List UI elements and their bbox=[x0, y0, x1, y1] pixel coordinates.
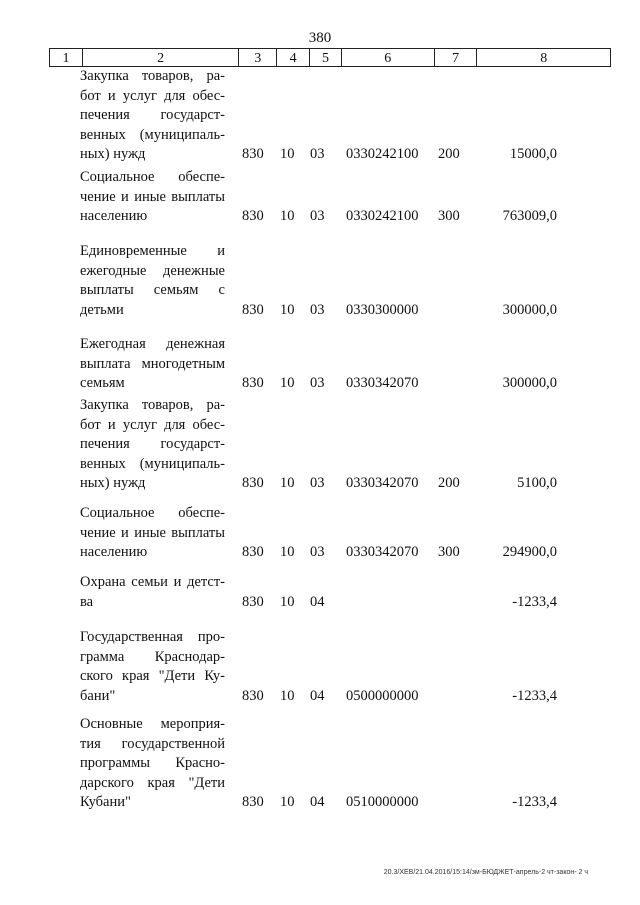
cell-expense-type-code: 200 bbox=[438, 146, 460, 162]
cell-section-code: 830 bbox=[242, 146, 264, 162]
description-line: Социальное обеспе- bbox=[80, 505, 225, 521]
description-line: чение и иные выплаты bbox=[80, 524, 225, 541]
table-row bbox=[0, 628, 640, 706]
cell-amount: 15000,0 bbox=[509, 146, 557, 162]
cell-section-code: 830 bbox=[242, 794, 264, 810]
cell-target-article-code: 0510000000 bbox=[346, 794, 419, 810]
cell-chapter-code: 10 bbox=[280, 301, 295, 318]
cell-chapter-code: 10 bbox=[280, 687, 295, 704]
cell-expense-type-code: 300 bbox=[438, 208, 460, 224]
table-row bbox=[0, 715, 640, 813]
description-line: бот и услуг для обес- bbox=[80, 87, 225, 104]
cell-section-code: 830 bbox=[242, 208, 264, 224]
row-description bbox=[80, 715, 225, 813]
description-line: населению bbox=[80, 208, 148, 224]
column-header-4: 4 bbox=[277, 49, 310, 66]
description-line: чение и иные выплаты bbox=[80, 188, 225, 205]
cell-amount: -1233,4 bbox=[512, 794, 557, 810]
description-line: печения государст- bbox=[80, 107, 225, 123]
footer-file-stamp: 20.3/XEB/21.04.2016/15:14/зм-БЮДЖЕТ-апрель-2 чт-закон- 2 ч bbox=[383, 869, 588, 876]
description-line: венных (муниципаль- bbox=[80, 455, 225, 472]
description-line: Кубани" bbox=[80, 794, 131, 810]
table-row bbox=[0, 335, 640, 394]
description-line: ва bbox=[80, 593, 94, 610]
cell-target-article-code: 0500000000 bbox=[346, 687, 419, 704]
cell-expense-type-code: 200 bbox=[438, 475, 460, 491]
description-line: Закупка товаров, ра- bbox=[80, 397, 225, 413]
cell-subsection-code: 03 bbox=[310, 301, 325, 318]
cell-chapter-code: 10 bbox=[280, 208, 295, 224]
cell-subsection-code: 03 bbox=[310, 146, 325, 162]
cell-target-article-code: 0330242100 bbox=[346, 146, 419, 162]
description-line: ежегодные денежные bbox=[80, 262, 225, 279]
cell-subsection-code: 04 bbox=[310, 794, 325, 810]
cell-chapter-code: 10 bbox=[280, 544, 295, 560]
cell-amount: -1233,4 bbox=[512, 687, 557, 704]
description-line: семьям bbox=[80, 375, 125, 391]
cell-amount: 763009,0 bbox=[502, 208, 557, 224]
cell-section-code: 830 bbox=[242, 593, 264, 610]
cell-target-article-code: 0330300000 bbox=[346, 301, 419, 318]
cell-chapter-code: 10 bbox=[280, 146, 295, 162]
table-row bbox=[0, 242, 640, 320]
cell-subsection-code: 03 bbox=[310, 208, 325, 224]
cell-section-code: 830 bbox=[242, 301, 264, 318]
description-line: программы Красно- bbox=[80, 755, 225, 771]
table-header bbox=[49, 48, 611, 67]
cell-amount: 300000,0 bbox=[502, 301, 557, 318]
row-description bbox=[80, 628, 225, 706]
description-line: бани" bbox=[80, 687, 116, 704]
cell-expense-type-code: 300 bbox=[438, 544, 460, 560]
cell-chapter-code: 10 bbox=[280, 794, 295, 810]
cell-subsection-code: 04 bbox=[310, 593, 325, 610]
description-line: Закупка товаров, ра- bbox=[80, 68, 225, 84]
column-header-1: 1 bbox=[50, 49, 83, 66]
description-line: ского края "Дети Ку- bbox=[80, 668, 225, 684]
description-line: дарского края "Дети bbox=[80, 774, 225, 791]
column-header-7: 7 bbox=[435, 49, 478, 66]
description-line: Охрана семьи и детст- bbox=[80, 574, 225, 590]
table-row bbox=[0, 67, 640, 165]
cell-target-article-code: 0330342070 bbox=[346, 475, 419, 491]
description-line: грамма Краснодар- bbox=[80, 648, 225, 665]
description-line: детьми bbox=[80, 301, 124, 318]
row-description bbox=[80, 504, 225, 563]
column-header-8: 8 bbox=[540, 51, 548, 66]
column-header-5: 5 bbox=[310, 49, 342, 66]
cell-section-code: 830 bbox=[242, 687, 264, 704]
cell-amount: 294900,0 bbox=[502, 544, 557, 560]
description-line: Единовременные и bbox=[80, 243, 225, 259]
cell-amount: -1233,4 bbox=[512, 593, 557, 610]
cell-chapter-code: 10 bbox=[280, 375, 295, 391]
description-line: ных) нужд bbox=[80, 146, 146, 162]
description-line: Государственная про- bbox=[80, 629, 225, 645]
description-line: бот и услуг для обес- bbox=[80, 416, 225, 433]
description-line: ных) нужд bbox=[80, 475, 146, 491]
column-header-3: 3 bbox=[239, 49, 277, 66]
table-row bbox=[0, 573, 640, 612]
description-line: выплата многодетным bbox=[80, 355, 225, 372]
table-row bbox=[0, 168, 640, 227]
table-row bbox=[0, 396, 640, 494]
row-description bbox=[80, 573, 225, 612]
description-line: Ежегодная денежная bbox=[80, 336, 225, 352]
description-line: Основные мероприя- bbox=[80, 716, 225, 732]
cell-section-code: 830 bbox=[242, 544, 264, 560]
cell-section-code: 830 bbox=[242, 375, 264, 391]
cell-subsection-code: 03 bbox=[310, 375, 325, 391]
description-line: венных (муниципаль- bbox=[80, 126, 225, 143]
row-description bbox=[80, 335, 225, 394]
table-row bbox=[0, 504, 640, 563]
row-description bbox=[80, 67, 225, 165]
cell-section-code: 830 bbox=[242, 475, 264, 491]
cell-subsection-code: 03 bbox=[310, 544, 325, 560]
description-line: тия государственной bbox=[80, 735, 225, 752]
description-line: населению bbox=[80, 544, 148, 560]
column-header-6: 6 bbox=[342, 49, 435, 66]
description-line: Социальное обеспе- bbox=[80, 169, 225, 185]
cell-chapter-code: 10 bbox=[280, 593, 295, 610]
cell-target-article-code: 0330342070 bbox=[346, 544, 419, 560]
cell-target-article-code: 0330242100 bbox=[346, 208, 419, 224]
cell-target-article-code: 0330342070 bbox=[346, 375, 419, 391]
cell-amount: 5100,0 bbox=[517, 475, 557, 491]
cell-chapter-code: 10 bbox=[280, 475, 295, 491]
cell-amount: 300000,0 bbox=[502, 375, 557, 391]
description-line: выплаты семьям с bbox=[80, 282, 225, 298]
page-number: 380 bbox=[308, 30, 332, 46]
cell-subsection-code: 03 bbox=[310, 475, 325, 491]
column-header-2: 2 bbox=[83, 49, 239, 66]
cell-subsection-code: 04 bbox=[310, 687, 325, 704]
description-line: печения государст- bbox=[80, 436, 225, 452]
row-description bbox=[80, 396, 225, 494]
row-description bbox=[80, 168, 225, 227]
row-description bbox=[80, 242, 225, 320]
